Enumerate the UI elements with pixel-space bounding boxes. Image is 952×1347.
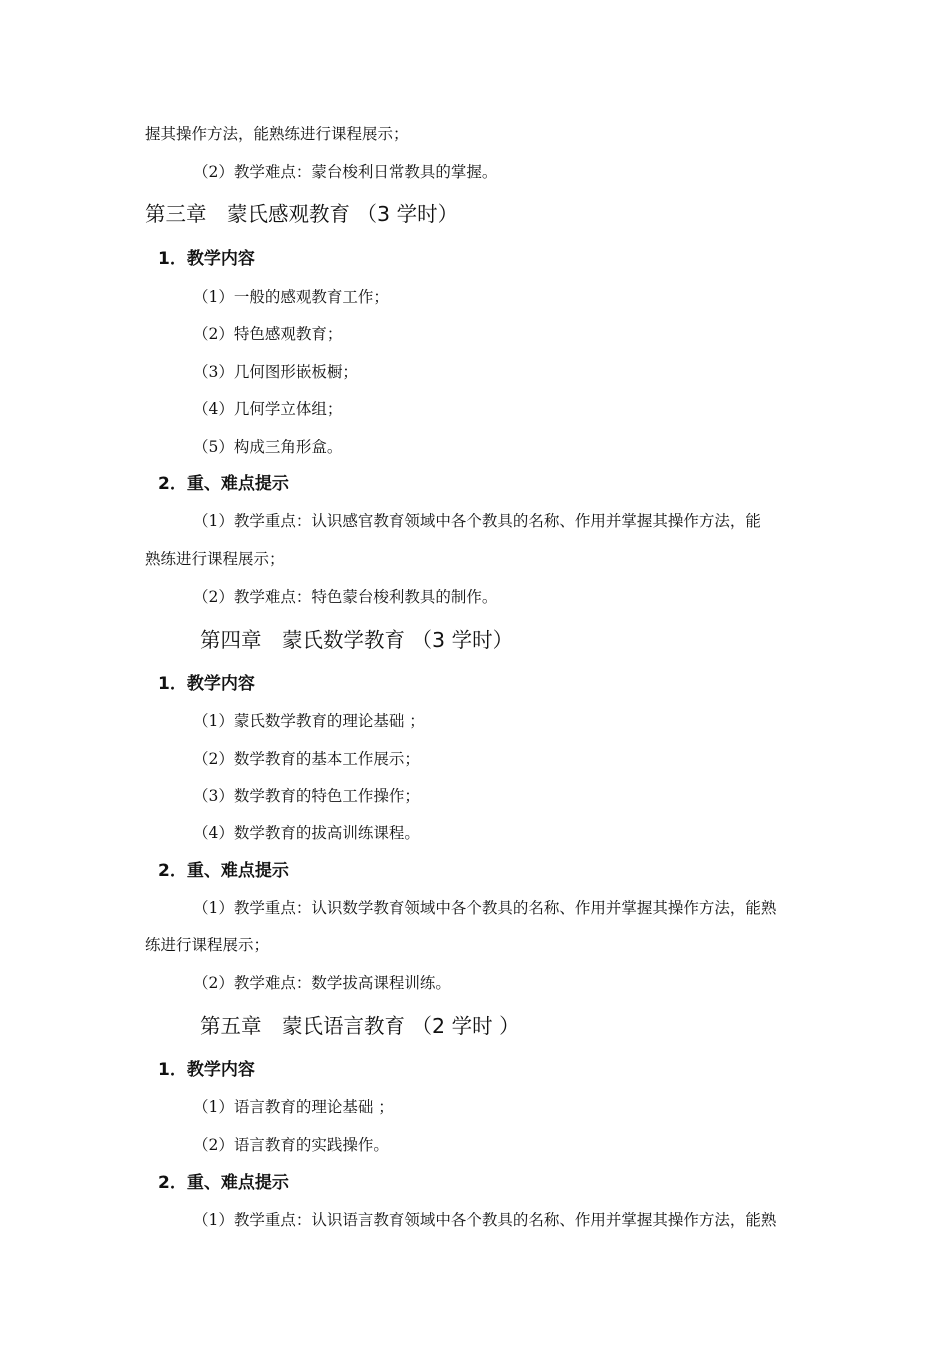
list-item: （1）一般的感观教育工作； bbox=[193, 288, 389, 306]
paragraph-line: （2）教学难点：蒙台梭利日常教具的掌握。 bbox=[193, 163, 498, 181]
list-item: （3）数学教育的特色工作操作； bbox=[193, 787, 420, 805]
list-item: （2）数学教育的基本工作展示； bbox=[193, 750, 420, 768]
section-heading: 1．教学内容 bbox=[158, 249, 255, 269]
list-item: （1）语言教育的理论基础 ； bbox=[193, 1098, 394, 1116]
paragraph-line: （2）教学难点：特色蒙台梭利教具的制作。 bbox=[193, 588, 498, 606]
chapter-heading: 第四章 蒙氏数学教育 （3 学时） bbox=[200, 628, 514, 652]
section-heading: 1．教学内容 bbox=[158, 674, 255, 694]
paragraph-line: （1）教学重点：认识感官教育领域中各个教具的名称、作用并掌握其操作方法，能 bbox=[193, 512, 761, 530]
list-item: （1）蒙氏数学教育的理论基础 ； bbox=[193, 712, 425, 730]
list-item: （2）语言教育的实践操作。 bbox=[193, 1136, 389, 1154]
section-heading: 2．重、难点提示 bbox=[158, 474, 289, 494]
paragraph-line: 练进行课程展示； bbox=[145, 936, 270, 954]
paragraph-line: （1）教学重点：认识数学教育领域中各个教具的名称、作用并掌握其操作方法，能熟 bbox=[193, 899, 777, 917]
paragraph-line: 握其操作方法，能熟练进行课程展示； bbox=[145, 125, 409, 143]
paragraph-line: 熟练进行课程展示； bbox=[145, 550, 285, 568]
section-heading: 2．重、难点提示 bbox=[158, 1173, 289, 1193]
list-item: （3）几何图形嵌板橱； bbox=[193, 363, 358, 381]
section-heading: 2．重、难点提示 bbox=[158, 861, 289, 881]
paragraph-line: （1）教学重点：认识语言教育领域中各个教具的名称、作用并掌握其操作方法，能熟 bbox=[193, 1211, 777, 1229]
list-item: （2）特色感观教育； bbox=[193, 325, 343, 343]
list-item: （5）构成三角形盒。 bbox=[193, 438, 343, 456]
list-item: （4）几何学立体组； bbox=[193, 400, 343, 418]
chapter-heading: 第三章 蒙氏感观教育 （3 学时） bbox=[145, 202, 459, 226]
section-heading: 1．教学内容 bbox=[158, 1060, 255, 1080]
paragraph-line: （2）教学难点：数学拔高课程训练。 bbox=[193, 974, 451, 992]
chapter-heading: 第五章 蒙氏语言教育 （2 学时 ） bbox=[200, 1014, 520, 1038]
list-item: （4）数学教育的拔高训练课程。 bbox=[193, 824, 420, 842]
